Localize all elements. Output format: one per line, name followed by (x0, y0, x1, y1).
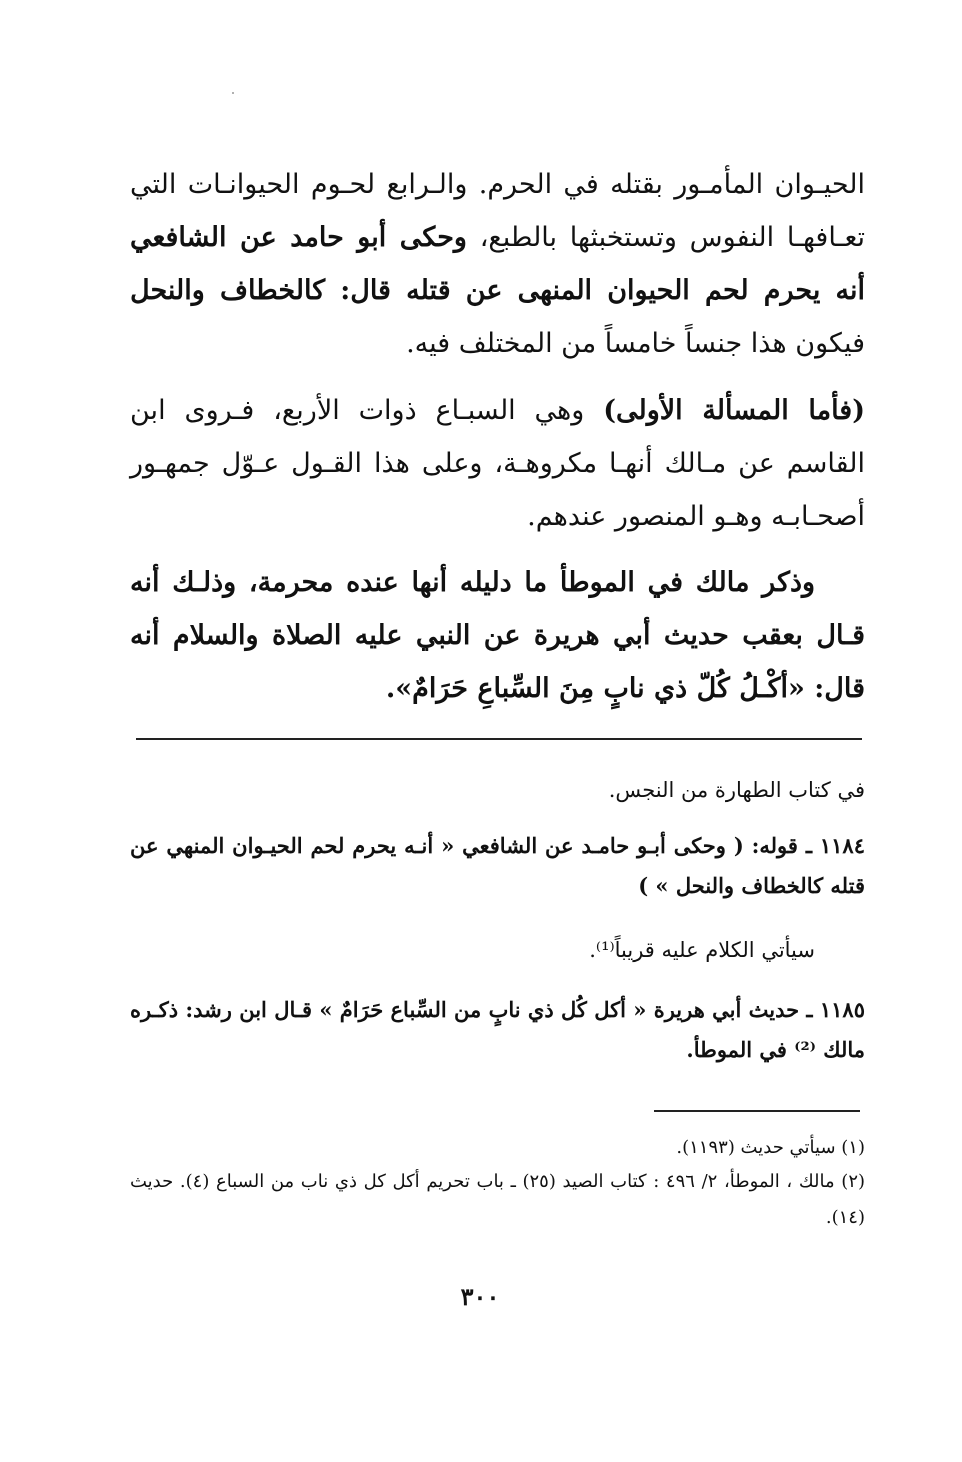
note-1184-comment-text: سيأتي الكلام عليه قريباً⁽¹⁾. (589, 938, 815, 962)
paragraph-1-bold: وحكى أبو حامد عن الشافعي أنه يحرم لحم الحيوان المنهى عن قتله قال: كالخطاف والنحل (130, 222, 865, 306)
note-1185 (130, 990, 865, 1070)
paragraph-2-heading: (فأما المسألة الأولى) (603, 395, 865, 426)
paragraph-3-text: وذكر مالك في الموطأ ما دليله أنها عنده محرمة، وذلـك أنه قـال بعقب حديث أبي هريرة عن النبي عليه الصلاة والسلام أنه قال: «أكْـلُ كُلّ ذي نابٍ مِنَ السِّباعِ حَرَامٌ». (130, 567, 865, 704)
footnote-2-text: (٢) مالك ، الموطأ، ٢/ ٤٩٦ : كتاب الصيد (٢٥) ـ باب تحريم أكل كل ذي ناب من السباع (٤). حديث (١٤). (130, 1171, 866, 1228)
paragraph-3 (130, 556, 865, 715)
paragraph-1-text: الحيـوان المأمـور بقتله في الحرم. والـرابع لحـوم الحيوانـات التي تعـافهـا النفوس وتستخبثها بالطبع، (130, 169, 866, 253)
section-divider (136, 738, 862, 740)
paragraph-1 (130, 158, 865, 370)
note-1184-comment (130, 930, 865, 970)
footnote-1-text: (١) سيأتي حديث (١١٩٣). (676, 1137, 865, 1158)
page-number: ٣٠٠ (460, 1282, 500, 1311)
note-1184-text: ١١٨٤ ـ قوله: ( وحكى أبـو حامـد عن الشافعي « أنـه يحرم لحم الحيـوان المنهي عن قتله كالخطاف والنحل » ) (130, 833, 865, 898)
paragraph-2-text: وهي السبـاع ذوات الأربع، فـروى ابن القاسم عن مـالك أنهـا مكروهـة، وعلى هذا القـول عـوّل جمهـور أصحـابـه وهـو المنصور عندهم. (130, 395, 865, 532)
footnote-2 (130, 1164, 865, 1236)
note-1184 (130, 826, 865, 906)
footnote-divider (654, 1110, 860, 1112)
footnote-1 (130, 1130, 865, 1166)
paragraph-2 (130, 384, 865, 543)
scan-speck (232, 92, 234, 94)
commentary-intro (130, 770, 865, 810)
note-1185-text: ١١٨٥ ـ حديث أبي هريرة « أكل كُل ذي نابٍ من السِّباع حَرَامٌ » قـال ابن رشد: ذكـره مالك ⁽²⁾ في الموطأ. (130, 997, 865, 1062)
commentary-intro-text: في كتاب الطهارة من النجس. (608, 778, 865, 802)
paragraph-1-tail: فيكون هذا جنساً خامساً من المختلف فيه. (406, 328, 865, 359)
